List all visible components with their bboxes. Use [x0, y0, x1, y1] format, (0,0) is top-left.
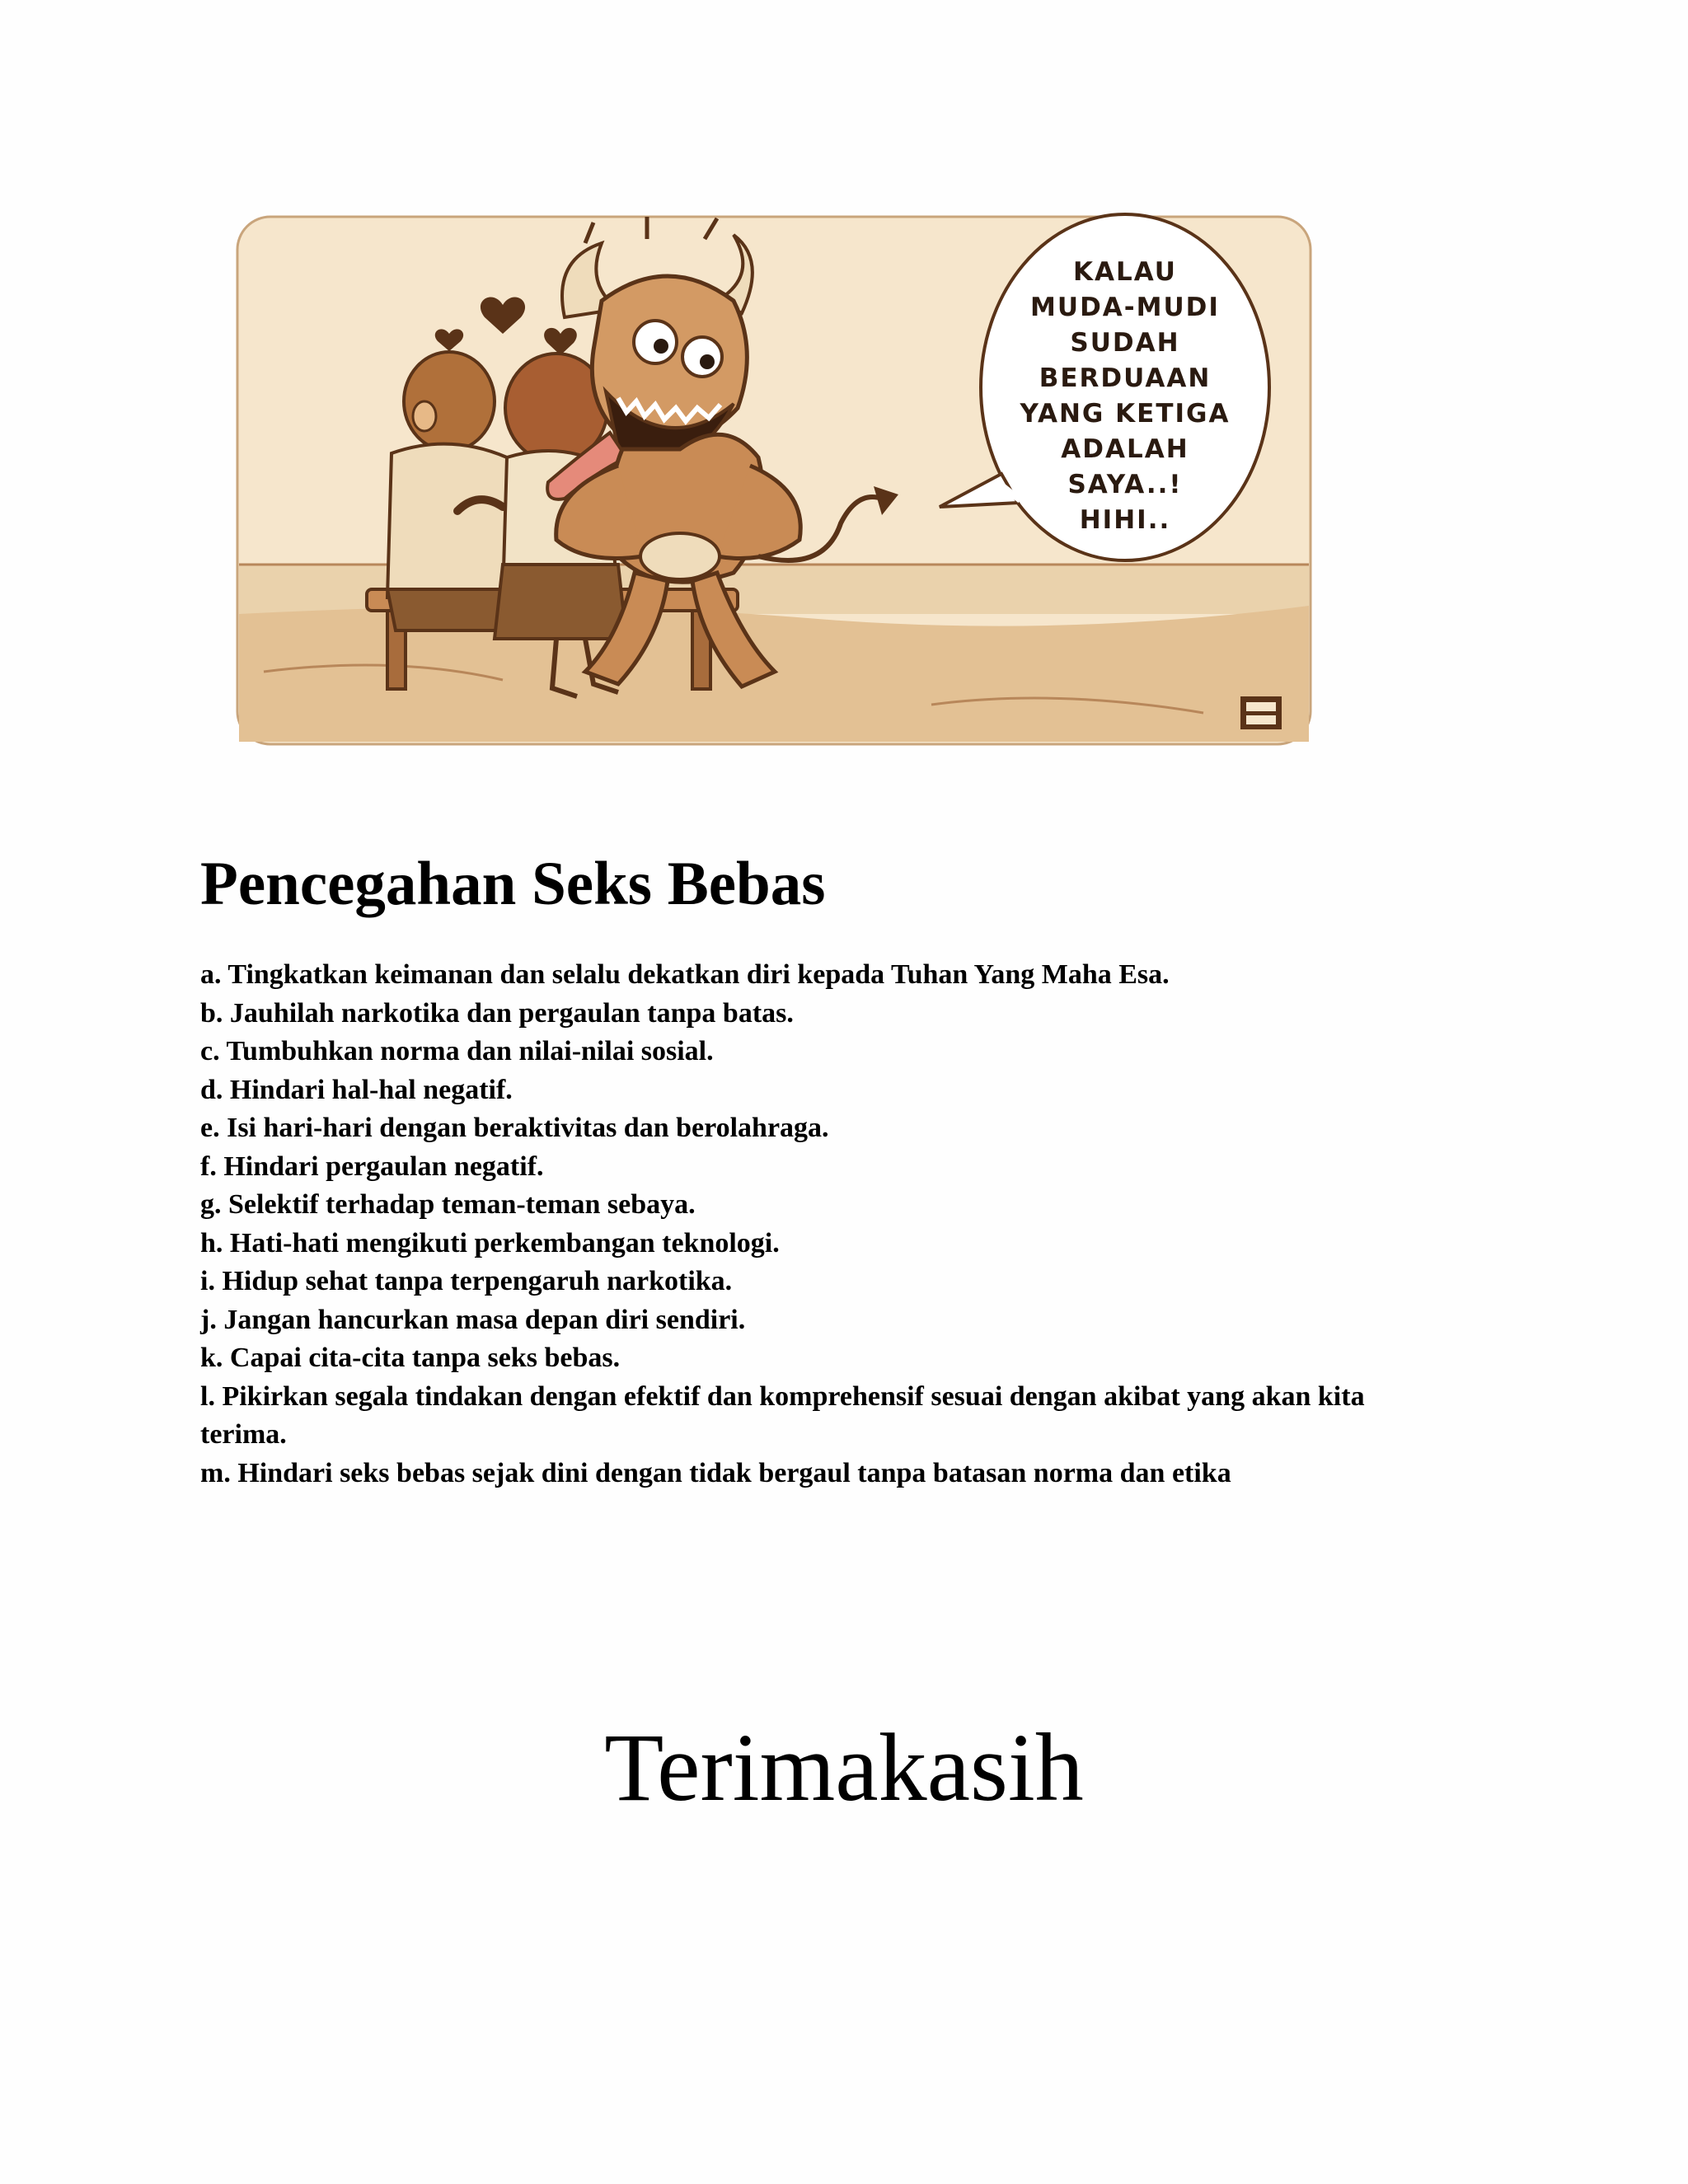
list-item: j. Jangan hancurkan masa depan diri sendiri.	[200, 1304, 746, 1335]
list-item: h. Hati-hati mengikuti perkembangan teknologi.	[200, 1227, 780, 1258]
list-item: g. Selektif terhadap teman-teman sebaya.	[200, 1189, 696, 1220]
list-item: a. Tingkatkan keimanan dan selalu dekatkan diri kepada Tuhan Yang Maha Esa.	[200, 959, 1170, 990]
list-item: k. Capai cita-cita tanpa seks bebas.	[200, 1343, 621, 1373]
page-title: Pencegahan Seks Bebas	[200, 850, 826, 918]
bubble-line-4: BERDUAAN	[1039, 363, 1212, 393]
list-item: f. Hindari pergaulan negatif.	[200, 1151, 544, 1182]
list-item: m. Hindari seks bebas sejak dini dengan tidak bergaul tanpa batasan norma dan etika	[200, 1457, 1231, 1488]
list-item: i. Hidup sehat tanpa terpengaruh narkotika.	[200, 1266, 733, 1296]
closing-text: Terimakasih	[604, 1713, 1084, 1821]
list-item: e. Isi hari-hari dengan beraktivitas dan berolahraga.	[200, 1113, 829, 1143]
prevention-list	[200, 956, 1453, 1493]
bubble-line-2: MUDA-MUDI	[1030, 293, 1220, 322]
list-item: l. Pikirkan segala tindakan dengan efektif dan komprehensif sesuai dengan akibat yang akan kita terima.	[200, 1380, 1365, 1450]
list-item: d. Hindari hal-hal negatif.	[200, 1074, 513, 1105]
bubble-line-3: SUDAH	[1070, 328, 1180, 358]
list-item: c. Tumbuhkan norma dan nilai-nilai sosial.	[200, 1036, 714, 1066]
cartoon-illustration	[231, 210, 1317, 750]
bubble-line-8: HIHI..	[1079, 505, 1171, 535]
bubble-line-5: YANG KETIGA	[1020, 399, 1231, 429]
bubble-line-1: KALAU	[1073, 257, 1177, 287]
bubble-line-7: SAYA..!	[1067, 470, 1183, 499]
list-item: b. Jauhilah narkotika dan pergaulan tanpa batas.	[200, 997, 794, 1029]
bubble-line-6: ADALAH	[1061, 434, 1189, 464]
